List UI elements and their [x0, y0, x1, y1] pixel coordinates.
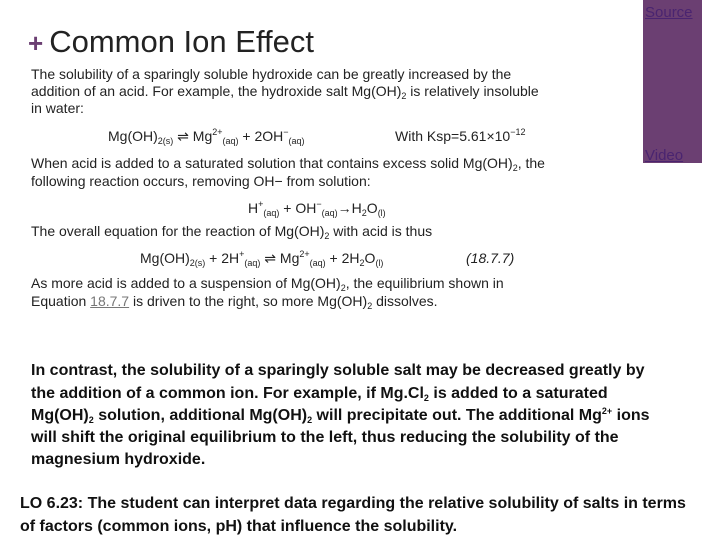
source-link[interactable]: Source	[645, 4, 693, 21]
slide-title: Common Ion Effect	[49, 24, 314, 59]
acid-line-2: following reaction occurs, removing OH− from solution:	[31, 173, 371, 189]
video-link[interactable]: Video	[645, 147, 684, 164]
slide-title-row	[28, 24, 314, 60]
intro-line-1: The solubility of a sparingly soluble hydroxide can be greatly increased by the	[31, 66, 512, 82]
ksp-value: With $Ksp=5.61\times 10^{-12}$	[395, 127, 526, 144]
intro-line-2: addition of an acid. For example, the hydroxide salt $Mg(OH)_2$ is relatively insoluble	[31, 83, 539, 101]
learning-objective-line-2: of factors (common ions, pH) that influence the solubility.	[20, 518, 458, 535]
overall-equation-intro: The overall equation for the reaction of $Mg(OH)_2$ with acid is thus	[31, 223, 433, 241]
contrast-line-4: will shift the original equilibrium to the left, thus reducing the solubility of the	[31, 429, 619, 446]
equation-number: (18.7.7)	[466, 250, 515, 266]
equation-reference-link[interactable]: 18.7.7	[90, 293, 130, 309]
more-acid-line-2: Equation 18.7.7 is driven to the right, so more $Mg(OH)_2$ dissolves.	[31, 293, 438, 311]
contrast-line-3: $Mg(OH)_2$ solution, additional $Mg(OH)_2$ will precipitate out. The additional $Mg^{2+}$ ions	[31, 406, 650, 425]
contrast-line-5: magnesium hydroxide.	[31, 451, 206, 468]
dissolution-equation: $Mg(OH)_{2(s)}$ ⇌ $Mg^{2+}_{(aq)} + 2OH^-_{(aq)}$	[108, 127, 305, 146]
plus-bullet-icon: +	[28, 28, 44, 58]
contrast-line-2: the addition of a common ion. For example, if $Mg.Cl_2$ is added to a saturated	[31, 385, 608, 403]
acid-line-1: When acid is added to a saturated solution that contains excess solid $Mg(OH)_2$, the	[31, 155, 545, 173]
overall-equation: $Mg(OH)_{2(s)} + 2H^+_{(aq)}$ ⇌ $Mg^{2+}_{(aq)} + 2H_2O_{(l)}$	[140, 249, 384, 268]
accent-sidebar-bar	[643, 0, 702, 163]
more-acid-line-1: As more acid is added to a suspension of $Mg(OH)_2$, the equilibrium shown in	[31, 275, 504, 293]
intro-line-3: in water:	[31, 100, 84, 116]
contrast-line-1: In contrast, the solubility of a sparingly soluble salt may be decreased greatly by	[31, 362, 645, 379]
neutralization-equation: $H^+_{(aq)} + OH^-_{(aq)}\to H_2O_{(l)}$	[248, 199, 386, 218]
learning-objective-line-1: LO 6.23: The student can interpret data regarding the relative solubility of salts in terms	[20, 495, 686, 512]
